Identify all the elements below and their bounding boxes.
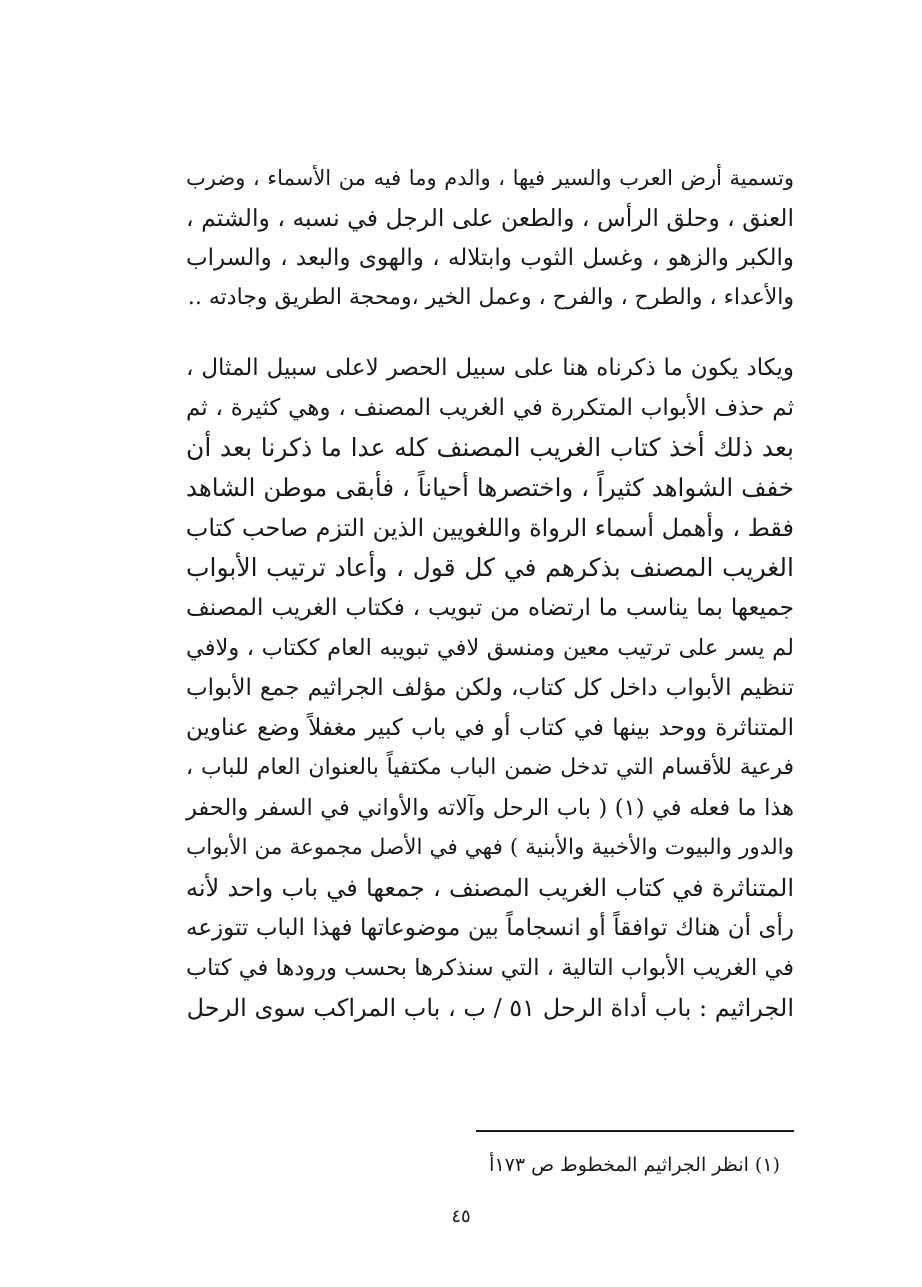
text-line: خفف الشواهد كثيراً ، واختصرها أحياناً ، فأبقى موطن الشاهد (186, 473, 794, 502)
text-line: والأعداء ، والطرح ، والفرح ، وعمل الخير ،ومحجة الطريق وجادته .. (187, 285, 794, 310)
page-number: ٤٥ (451, 1206, 471, 1227)
footnote: (١) انظر الجراثيم المخطوط ص ١٧٣أ (489, 1154, 780, 1176)
text-line: والكبر والزهو ، وغسل الثوب وابتلاله ، والهوى والبعد ، والسراب (186, 245, 794, 271)
text-line: رأى أن هناك توافقاً أو انسجاماً بين موضوعاتها فهذا الباب تتوزعه (186, 915, 794, 941)
text-line: العنق ، وحلق الرأس ، والطعن على الرجل في نسبه ، والشتم ، (186, 204, 794, 232)
text-line: المتناثرة ووحد بينها في كتاب أو في باب كبير مغفلاً وضع عناوين (186, 715, 794, 741)
paragraph-1 (186, 158, 794, 318)
text-line: والدور والبيوت والأخبية والأبنية ) فهي في الأصل مجموعة من الأبواب (186, 835, 794, 860)
text-line: جميعها بما يناسب ما ارتضاه من تبويب ، فكتاب الغريب المصنف (186, 595, 794, 621)
text-line: فقط ، وأهمل أسماء الرواة واللغويين الذين التزم صاحب كتاب (185, 514, 794, 542)
footnote-divider (476, 1130, 794, 1132)
text-line: ويكاد يكون ما ذكرناه هنا على سبيل الحصر لاعلى سبيل المثال ، (186, 355, 794, 381)
text-line: ثم حذف الأبواب المتكررة في الغريب المصنف ، وهي كثيرة ، ثم (186, 395, 794, 421)
text-line: الغريب المصنف بذكرهم في كل قول ، وأعاد ترتيب الأبواب (186, 553, 794, 582)
text-line: تنظيم الأبواب داخل كل كتاب، ولكن مؤلف الجراثيم جمع الأبواب (186, 675, 794, 701)
text-line: الجراثيم : باب أداة الرحل ٥١ / ب ، باب المراكب سوى الرحل (186, 994, 794, 1022)
text-line: فرعية للأقسام التي تدخل ضمن الباب مكتفياً بالعنوان العام للباب ، (186, 755, 794, 780)
paragraph-2 (186, 348, 794, 1028)
text-line: بعد ذلك أخذ كتاب الغريب المصنف كله عدا ما ذكرنا بعد أن (186, 433, 794, 462)
text-line: في الغريب الأبواب التالية ، التي سنذكرها بحسب ورودها في كتاب (186, 955, 794, 981)
text-line: المتناثرة في كتاب الغريب المصنف ، جمعها في باب واحد لأنه (186, 874, 794, 902)
text-line: هذا ما فعله في (١) ( باب الرحل وآلاته والأواني في السفر والحفر (186, 795, 794, 821)
text-line: وتسمية أرض العرب والسير فيها ، والدم وما فيه من الأسماء ، وضرب (186, 166, 794, 190)
text-line: لم يسر على ترتيب معين ومنسق لافي تبويبه العام ككتاب ، ولافي (186, 635, 794, 661)
